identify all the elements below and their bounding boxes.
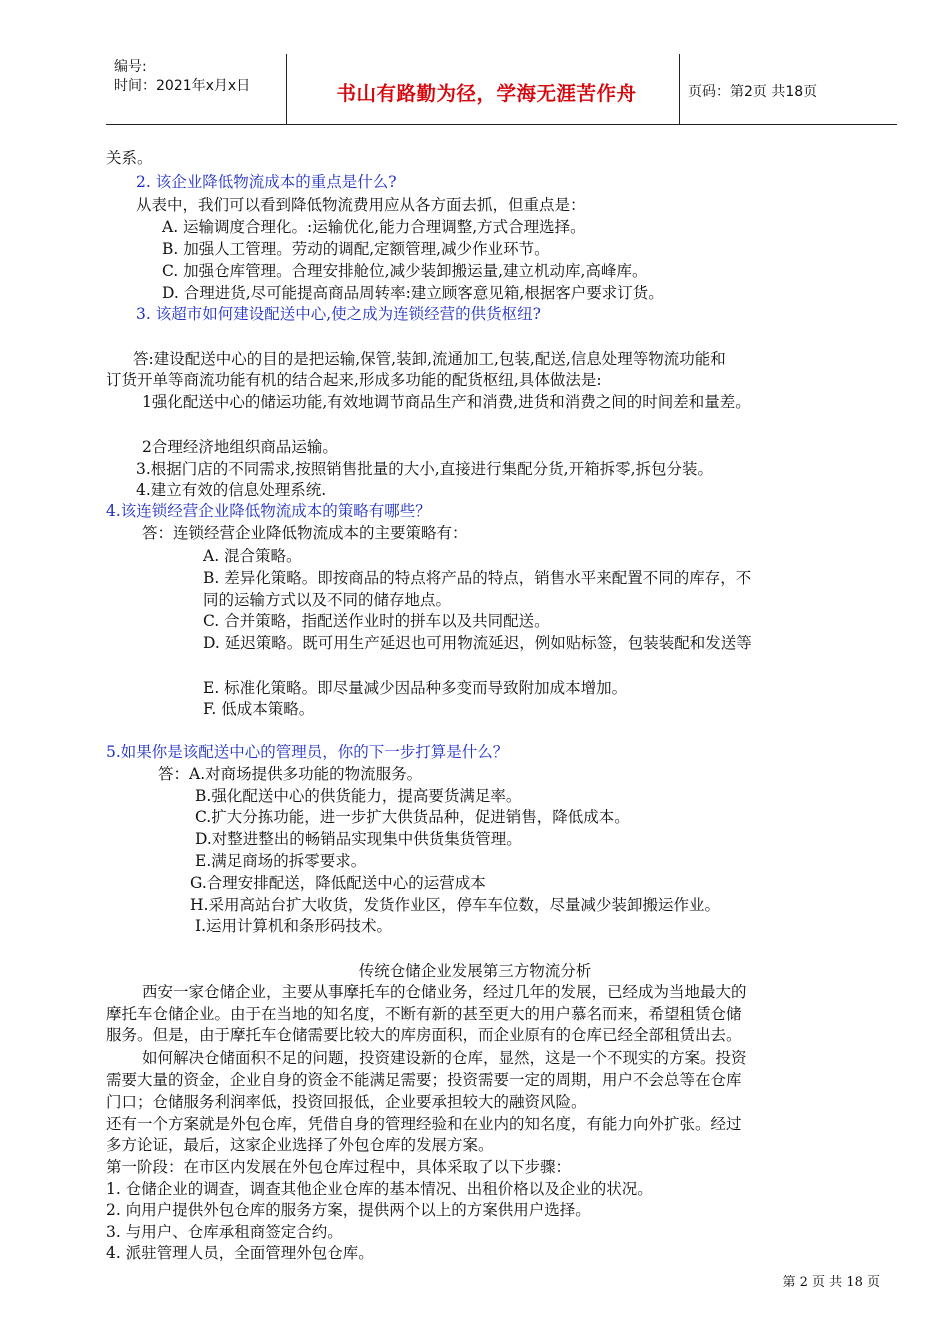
list-item: 3.根据门店的不同需求,按照销售批量的大小,直接进行集配分货,开箱拆零,拆包分装。: [136, 460, 713, 478]
header-divider: [286, 54, 287, 124]
list-item: C. 合并策略，指配送作业时的拼车以及共同配送。: [203, 612, 550, 630]
question-heading: 2. 该企业降低物流成本的重点是什么?: [136, 173, 397, 191]
text-line: 从表中，我们可以看到降低物流费用应从各方面去抓，但重点是：: [136, 196, 586, 214]
section-title: 传统仓储企业发展第三方物流分析: [358, 962, 592, 980]
list-item: 3. 与用户、仓库承租商签定合约。: [106, 1223, 343, 1241]
question-heading: 4.该连锁经营企业降低物流成本的策略有哪些？: [106, 502, 431, 520]
list-item: F. 低成本策略。: [203, 700, 315, 718]
list-item: D.对整进整出的畅销品实现集中供货集货管理。: [195, 830, 522, 848]
list-item: E.满足商场的拆零要求。: [195, 852, 367, 870]
text-line: 第一阶段：在市区内发展在外包仓库过程中，具体采取了以下步骤：: [106, 1158, 572, 1176]
list-item: 4. 派驻管理人员，全面管理外包仓库。: [106, 1244, 374, 1262]
header-meta: [114, 58, 250, 96]
header-divider: [679, 54, 680, 124]
list-item: I.运用计算机和条形码技术。: [195, 917, 393, 935]
list-item: 2. 向用户提供外包仓库的服务方案，提供两个以上的方案供用户选择。: [106, 1201, 591, 1219]
list-item: C.扩大分拣功能，进一步扩大供货品种，促进销售，降低成本。: [195, 808, 630, 826]
list-item: D. 延迟策略。既可用生产延迟也可用物流延迟，例如贴标签，包装装配和发送等: [203, 634, 752, 652]
list-item: 答：A.对商场提供多功能的物流服务。: [158, 765, 423, 783]
list-item: A. 运输调度合理化。:运输优化,能力合理调整,方式合理选择。: [162, 218, 586, 236]
question-heading: 5.如果你是该配送中心的管理员，你的下一步打算是什么？: [106, 743, 509, 761]
header-page-info: 页码：第2页 共18页: [688, 84, 818, 100]
list-item: C. 加强仓库管理。合理安排舱位,减少装卸搬运量,建立机动库,高峰库。: [162, 262, 648, 280]
list-item: H.采用高站台扩大收货，发货作业区，停车车位数，尽量减少装卸搬运作业。: [190, 896, 720, 914]
page-header: [106, 54, 897, 125]
list-item: 2合理经济地组织商品运输。: [142, 438, 338, 456]
text-line: 需要大量的资金，企业自身的资金不能满足需要；投资需要一定的周期，用户不会总等在仓库: [106, 1071, 742, 1089]
header-motto: 书山有路勤为径，学海无涯苦作舟: [336, 82, 637, 105]
list-item: 1. 仓储企业的调查，调查其他企业仓库的基本情况、出租价格以及企业的状况。: [106, 1180, 653, 1198]
text-line: 摩托车仓储企业。由于在当地的知名度，不断有新的甚至更大的用户慕名而来，希望租赁仓储: [106, 1005, 742, 1023]
document-time-label: 时间：2021年x月x日: [114, 78, 251, 94]
list-item: G.合理安排配送，降低配送中心的运营成本: [190, 874, 486, 892]
text-line: 门口；仓储服务利润率低，投资回报低，企业要承担较大的融资风险。: [106, 1093, 587, 1111]
question-heading: 3. 该超市如何建设配送中心,使之成为连锁经营的供货枢纽?: [136, 305, 541, 323]
text-line: 服务。但是，由于摩托车仓储需要比较大的库房面积，而企业原有的仓库已经全部租赁出去。: [106, 1026, 742, 1044]
list-item: B. 差异化策略。即按商品的特点将产品的特点，销售水平来配置不同的库存，不: [203, 569, 752, 587]
page-footer: 第 2 页 共 18 页: [782, 1275, 880, 1290]
list-item: 4.建立有效的信息处理系统.: [136, 481, 327, 499]
text-line: 如何解决仓储面积不足的问题，投资建设新的仓库，显然，这是一个不现实的方案。投资: [142, 1049, 747, 1067]
document-number-label: 编号:: [114, 59, 147, 75]
text-line: 答:建设配送中心的目的是把运输,保管,装卸,流通加工,包装,配送,信息处理等物流功能和: [133, 350, 726, 368]
text-line: 订货开单等商流功能有机的结合起来,形成多功能的配货枢纽,具体做法是:: [106, 371, 602, 389]
text-line: 同的运输方式以及不同的储存地点。: [203, 591, 452, 609]
list-item: B.强化配送中心的供货能力，提高要货满足率。: [195, 787, 522, 805]
text-line: 多方论证，最后，这家企业选择了外包仓库的发展方案。: [106, 1136, 494, 1154]
text-line: 关系。: [106, 149, 153, 167]
list-item: B. 加强人工管理。劳动的调配,定额管理,减少作业环节。: [162, 240, 550, 258]
text-line: 答：连锁经营企业降低物流成本的主要策略有：: [142, 524, 468, 542]
text-line: 还有一个方案就是外包仓库，凭借自身的管理经验和在业内的知名度，有能力向外扩张。经过: [106, 1115, 742, 1133]
list-item: E. 标准化策略。即尽量减少因品种多变而导致附加成本增加。: [203, 679, 628, 697]
list-item: A. 混合策略。: [203, 547, 302, 565]
list-item: D. 合理进货,尽可能提高商品周转率:建立顾客意见箱,根据客户要求订货。: [162, 284, 664, 302]
text-line: 西安一家仓储企业，主要从事摩托车的仓储业务，经过几年的发展，已经成为当地最大的: [142, 983, 747, 1001]
list-item: 1强化配送中心的储运功能,有效地调节商品生产和消费,进货和消费之间的时间差和量差。: [142, 393, 751, 411]
